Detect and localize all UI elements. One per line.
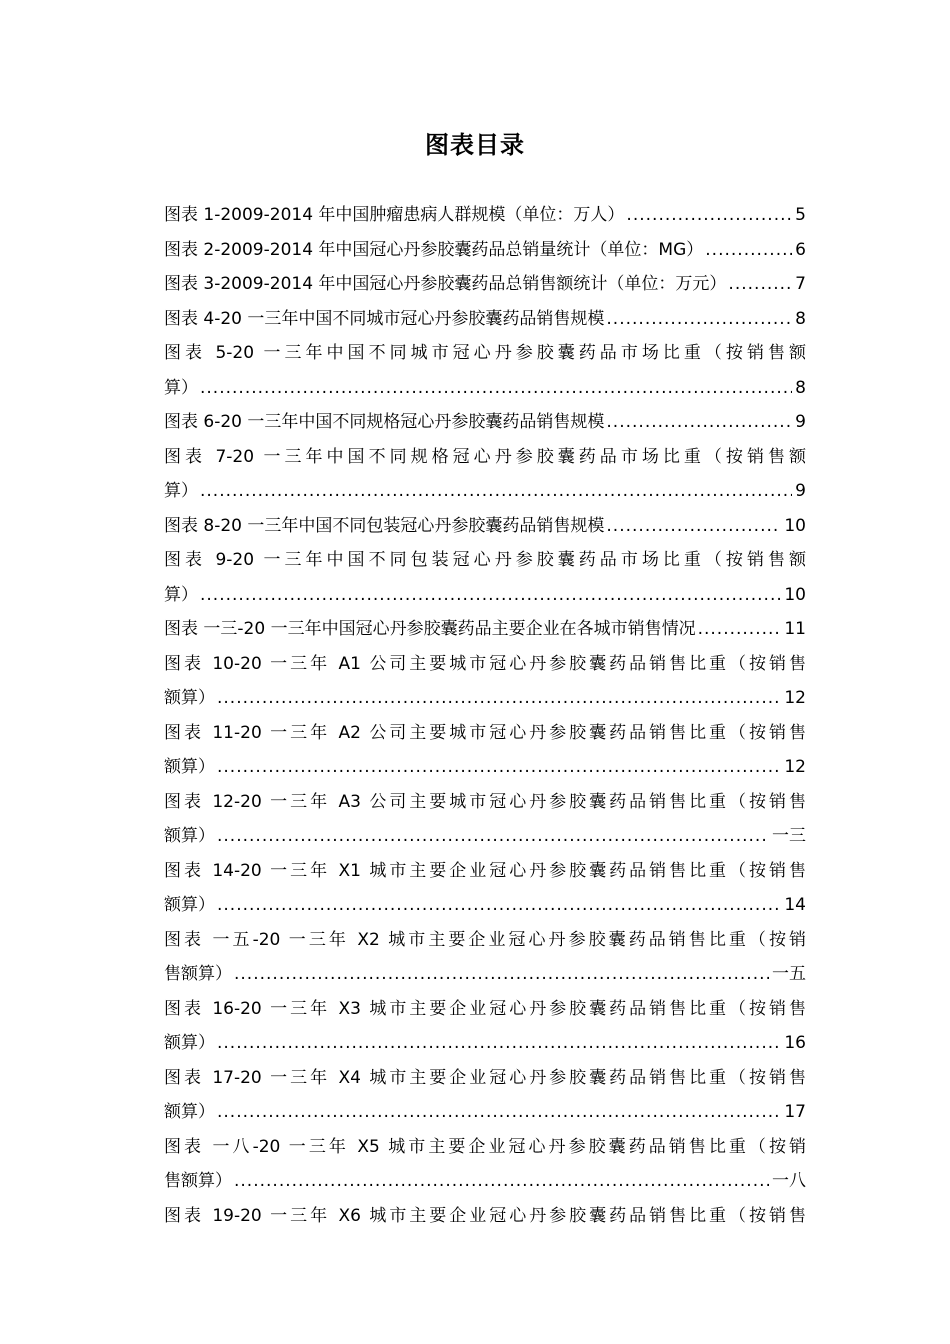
figure-entry[interactable] [164,509,806,544]
figure-entry-title: 图表 2-2009-2014 年中国冠心丹参胶囊药品总销量统计（单位：MG） [164,239,704,260]
figure-entry-page: 9 [795,412,806,432]
dot-leader [234,957,769,992]
figure-entry-title-continued: 售额算） [164,964,232,984]
figure-entry-title-continued: 额算） [164,1102,215,1122]
figure-entry-title: 图表 12-20 一三年 A3 公司主要城市冠心丹参胶囊药品销售比重（按销售 [164,791,806,812]
figure-entry-line [164,405,806,440]
figure-entry-title: 图表 6-20 一三年中国不同规格冠心丹参胶囊药品销售规模 [164,412,605,432]
figure-entry-page: 10 [784,515,806,536]
figure-entry-line [164,474,806,509]
figure-entry-title: 图表 8-20 一三年中国不同包装冠心丹参胶囊药品销售规模 [164,515,605,536]
figure-entry-line [164,992,806,1027]
figure-entry-title-continued: 算） [164,481,198,501]
dot-leader [217,1026,781,1061]
figure-entry-page: 10 [784,584,806,605]
figure-entry-line [164,543,806,578]
dot-leader [234,1164,769,1199]
figure-entry[interactable] [164,612,806,647]
dot-leader [705,233,792,268]
figure-entry-title: 图表 19-20 一三年 X6 城市主要企业冠心丹参胶囊药品销售比重（按销售 [164,1205,806,1226]
figure-entry-line [164,923,806,958]
figure-entry-title-continued: 售额算） [164,1171,232,1191]
figure-entry-page: 一三 [772,826,806,846]
figure-entry-title: 图表 9-20 一三年中国不同包装冠心丹参胶囊药品市场比重（按销售额 [164,550,806,570]
figure-entry-title-continued: 额算） [164,895,215,915]
figure-entry-page: 8 [795,377,806,398]
figure-entry-page: 11 [784,619,806,639]
figure-entry-line [164,612,806,647]
figure-entry-page: 一五 [772,964,806,984]
dot-leader [606,405,792,440]
page-title: 图表目录 [425,131,525,159]
figure-entry[interactable] [164,405,806,440]
figure-entry-line [164,336,806,371]
figure-entry-title-continued: 额算） [164,1033,215,1053]
figure-entry-line [164,1026,806,1061]
figure-entry-line [164,1199,806,1234]
figure-entry-page: 12 [784,757,806,777]
figure-entry-title: 图表 7-20 一三年中国不同规格冠心丹参胶囊药品市场比重（按销售额 [164,446,806,467]
figure-entry-line [164,854,806,889]
figure-entry-line [164,198,806,233]
figure-entry-line [164,267,806,302]
figure-entry[interactable] [164,233,806,268]
figure-entry-title: 图表 3-2009-2014 年中国冠心丹参胶囊药品总销售额统计（单位：万元） [164,274,727,294]
figure-entry-page: 14 [784,895,806,915]
figure-entry[interactable] [164,992,806,1061]
figure-entry-line [164,1061,806,1096]
figure-entry-line [164,509,806,544]
dot-leader [217,681,781,716]
figure-entry[interactable] [164,1061,806,1130]
figure-entry-page: 7 [795,274,806,294]
figure-entry[interactable] [164,198,806,233]
figure-entry-page: 9 [795,481,806,501]
dot-leader [200,578,781,613]
figure-entry-title: 图表 1-2009-2014 年中国肿瘤患病人群规模（单位：万人） [164,205,625,225]
figure-entry-title: 图表 一五-20 一三年 X2 城市主要企业冠心丹参胶囊药品销售比重（按销 [164,929,806,950]
dot-leader [200,371,792,406]
figure-entry[interactable] [164,1130,806,1199]
figure-entry-line [164,302,806,337]
figure-entry-title: 图表 16-20 一三年 X3 城市主要企业冠心丹参胶囊药品销售比重（按销售 [164,998,806,1019]
figure-entry-line [164,785,806,820]
figure-entry-title: 图表 14-20 一三年 X1 城市主要企业冠心丹参胶囊药品销售比重（按销售 [164,860,806,881]
figure-entry-title: 图表 11-20 一三年 A2 公司主要城市冠心丹参胶囊药品销售比重（按销售 [164,722,806,743]
dot-leader [728,267,792,302]
figure-entry-line [164,1130,806,1165]
figure-entry[interactable] [164,543,806,612]
figure-entry-line [164,681,806,716]
dot-leader [606,509,781,544]
figure-entry[interactable] [164,647,806,716]
figure-entry-title-continued: 额算） [164,826,215,846]
figure-entry-page: 一八 [772,1171,806,1191]
figure-entry-line [164,957,806,992]
figure-entry[interactable] [164,440,806,509]
dot-leader [626,198,792,233]
figure-entry-title: 图表 5-20 一三年中国不同城市冠心丹参胶囊药品市场比重（按销售额 [164,343,806,363]
figure-entry[interactable] [164,267,806,302]
figure-entry-title: 图表 17-20 一三年 X4 城市主要企业冠心丹参胶囊药品销售比重（按销售 [164,1067,806,1088]
figure-entry-line [164,1164,806,1199]
figure-entry-page: 12 [784,688,806,708]
dot-leader [606,302,792,337]
figure-entry-title: 图表 4-20 一三年中国不同城市冠心丹参胶囊药品销售规模 [164,308,605,329]
figure-entry[interactable] [164,302,806,337]
figure-entry-page: 17 [784,1102,806,1122]
figure-entry-title-continued: 算） [164,584,198,605]
figure-entry-title-continued: 算） [164,377,198,398]
figure-entry-line [164,647,806,682]
figure-entry[interactable] [164,1199,806,1234]
dot-leader [200,474,792,509]
figure-entry-title: 图表 10-20 一三年 A1 公司主要城市冠心丹参胶囊药品销售比重（按销售 [164,653,806,674]
figure-entry-page: 16 [784,1033,806,1053]
dot-leader [217,750,781,785]
figure-entry-title: 图表 一八-20 一三年 X5 城市主要企业冠心丹参胶囊药品销售比重（按销 [164,1136,806,1157]
dot-leader [698,612,782,647]
figure-entry-title-continued: 额算） [164,757,215,777]
figure-entry-line [164,440,806,475]
figure-entry-page: 6 [795,239,806,260]
figure-entry-page: 8 [795,308,806,329]
figure-entry-page: 5 [795,205,806,225]
figure-entry-line [164,371,806,406]
figure-entry[interactable] [164,336,806,405]
figure-entry[interactable] [164,716,806,785]
figure-entry[interactable] [164,923,806,992]
figure-entry-line [164,716,806,751]
dot-leader [217,888,781,923]
figure-entry-line [164,233,806,268]
dot-leader [217,1095,781,1130]
figure-entry[interactable] [164,854,806,923]
figure-entry-line [164,578,806,613]
figure-entry-line [164,750,806,785]
figure-entry-title: 图表 一三-20 一三年中国冠心丹参胶囊药品主要企业在各城市销售情况 [164,619,696,639]
figure-entry-line [164,819,806,854]
figure-list [164,198,806,1233]
dot-leader [217,819,769,854]
figure-entry-line [164,1095,806,1130]
figure-entry-title-continued: 额算） [164,688,215,708]
figure-entry[interactable] [164,785,806,854]
figure-entry-line [164,888,806,923]
